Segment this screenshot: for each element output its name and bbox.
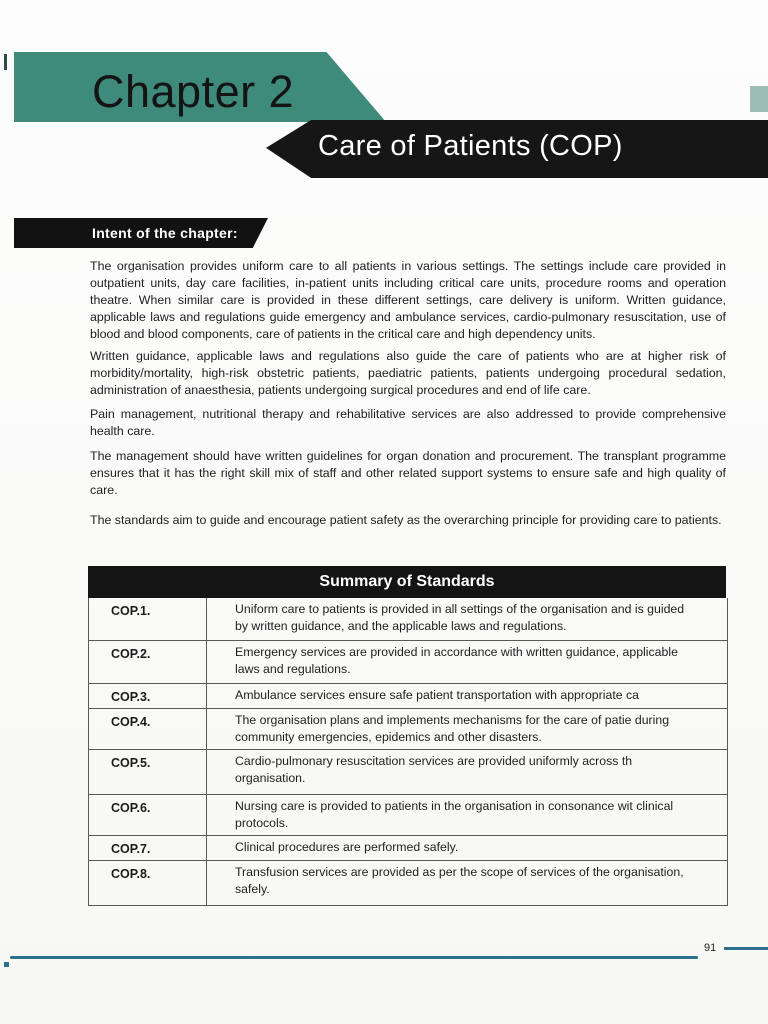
- table-row: [89, 794, 727, 835]
- standard-description: Clinical procedures are performed safely.: [235, 840, 459, 854]
- standard-description: Transfusion services are provided as per the scope of services of the organisation, safely.: [235, 865, 684, 896]
- banner-edge-accent: [750, 86, 768, 112]
- intent-paragraph-2: Written guidance, applicable laws and regulations also guide the care of patients who are at higher risk of morbidity/mortality, high-risk obstetric patients, paediatric patients, patients undergoing procedural sedation, administration of anaesthesia, patients undergoing surgical procedures and end of life care.: [90, 349, 726, 397]
- standard-code: COP.2.: [89, 641, 207, 683]
- intent-paragraph-5: The standards aim to guide and encourage patient safety as the overarching principle for providing care to patients.: [90, 513, 722, 527]
- standard-description: Ambulance services ensure safe patient transportation with appropriate ca: [235, 688, 639, 702]
- standard-description: Nursing care is provided to patients in the organisation in consonance wit clinical protocols.: [235, 799, 674, 830]
- standard-code: COP.7.: [89, 836, 207, 860]
- intent-paragraph-1: The organisation provides uniform care to all patients in various settings. The settings include care provided in outpatient units, day care facilities, in-patient units including critical care units, procedure rooms and operation theatre. When similar care is provided in these different settings, care delivery is uniform. Written guidance, applicable laws and regulations guide emergency and ambulance services, cardio-pulmonary resuscitation, use of blood and blood components, care of patients in the critical care and high dependency units.: [90, 259, 726, 341]
- standard-code: COP.8.: [89, 861, 207, 905]
- table-row: [89, 835, 727, 860]
- footer-rule-right: [724, 947, 768, 950]
- corner-marker: [4, 962, 9, 967]
- table-row: [89, 640, 727, 683]
- footer-rule: [10, 956, 698, 959]
- table-row: [89, 708, 727, 749]
- standard-code: COP.6.: [89, 795, 207, 835]
- table-row: [89, 598, 727, 640]
- intent-paragraph-3: Pain management, nutritional therapy and rehabilitative services are also addressed to provide comprehensive health care.: [90, 407, 726, 438]
- summary-heading: Summary of Standards: [88, 566, 726, 598]
- page-number: 91: [704, 942, 717, 954]
- standard-description: Cardio-pulmonary resuscitation services are provided uniformly across th organisation.: [235, 754, 633, 785]
- edge-mark: [4, 54, 7, 70]
- standard-code: COP.3.: [89, 684, 207, 708]
- table-row: [89, 683, 727, 708]
- intent-heading: Intent of the chapter:: [92, 225, 238, 241]
- summary-table: [88, 598, 728, 906]
- chapter-label: Chapter 2: [92, 66, 295, 117]
- standard-code: COP.1.: [89, 598, 207, 640]
- standard-description: Emergency services are provided in accordance with written guidance, applicable laws and regulations.: [235, 645, 678, 676]
- standard-description: The organisation plans and implements mechanisms for the care of patie during community emergencies, epidemics and other disasters.: [235, 713, 670, 744]
- chapter-title: Care of Patients (COP): [318, 130, 623, 162]
- intent-paragraph-4: The management should have written guidelines for organ donation and procurement. The transplant programme ensures that it has the right skill mix of staff and other related support systems to ensure safe and high quality of care.: [90, 449, 726, 497]
- standard-description: Uniform care to patients is provided in all settings of the organisation and is guided by written guidance, and the applicable laws and regulations.: [235, 602, 685, 633]
- standard-code: COP.4.: [89, 709, 207, 749]
- standard-code: COP.5.: [89, 750, 207, 794]
- table-row: [89, 860, 727, 905]
- table-row: [89, 749, 727, 794]
